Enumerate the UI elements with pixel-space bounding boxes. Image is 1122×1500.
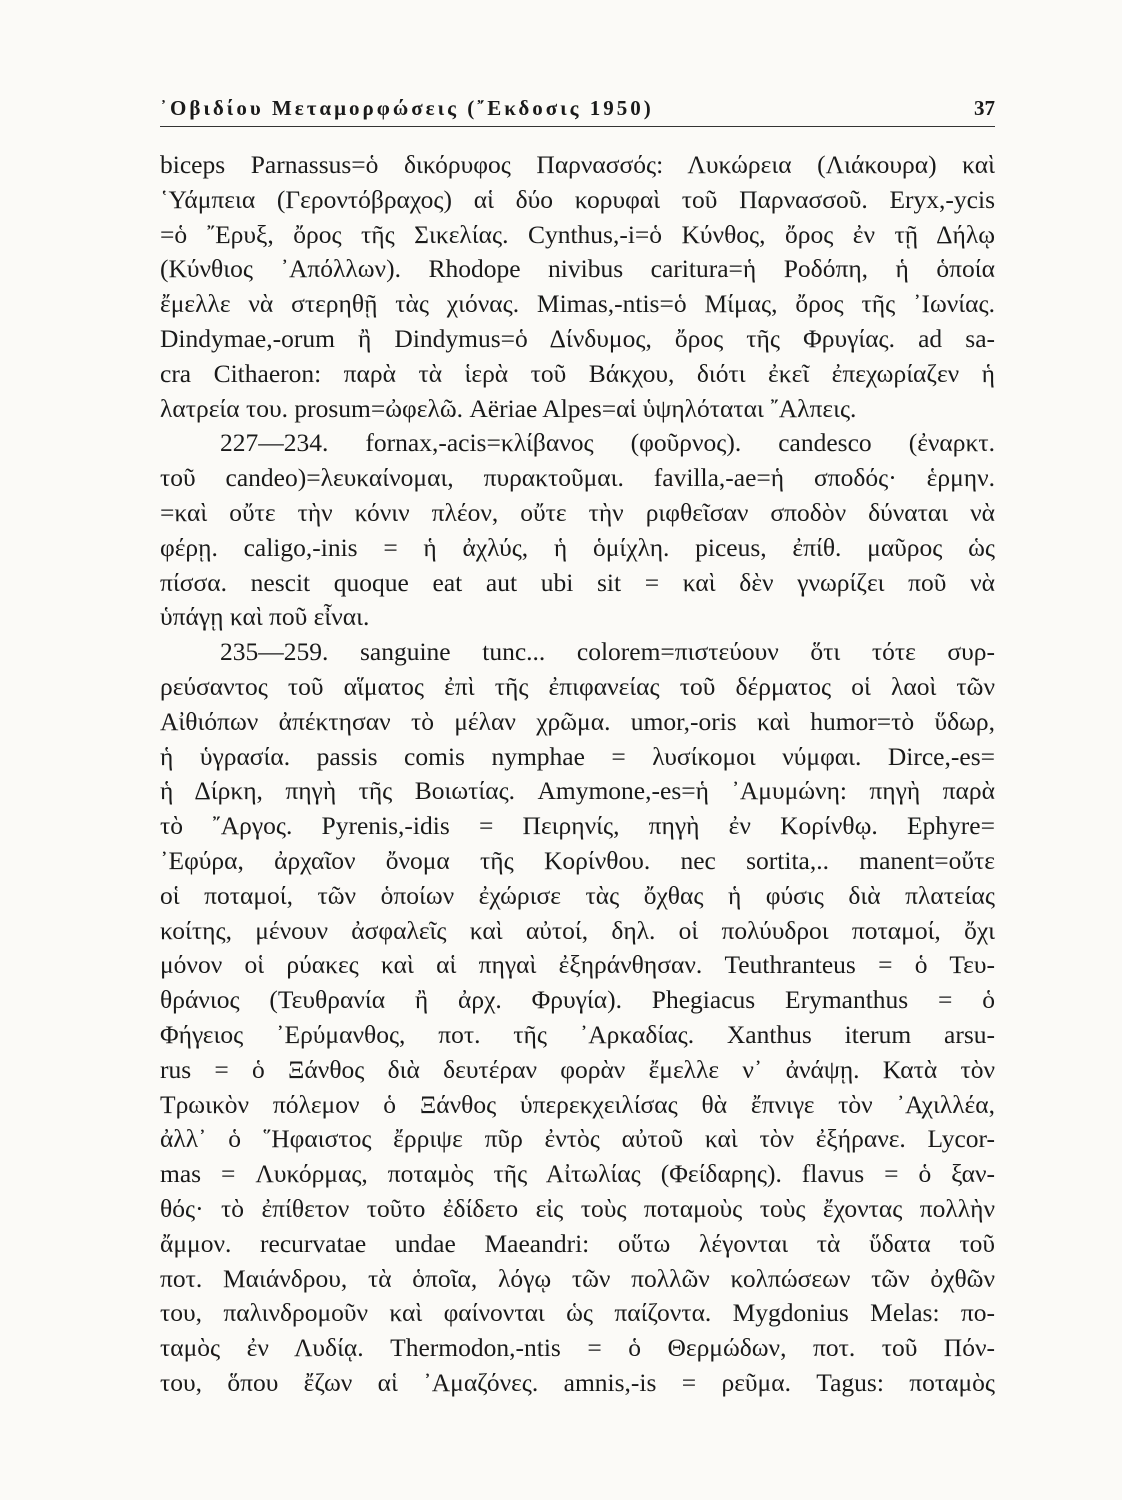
text-line: ποτ. Μαιάνδρου, τὰ ὁποῖα, λόγῳ τῶν πολλῶν κολπώσεων τῶν ὀχθῶν [160, 1263, 995, 1293]
text-line: οἱ ποταμοί, τῶν ὁποίων ἐχώρισε τὰς ὄχθας ἡ φύσις διὰ πλατείας [160, 880, 995, 910]
running-title: ᾿Οβιδίου Μεταμορφώσεις (῎Εκδοσις 1950) [160, 96, 654, 120]
text-line: (Κύνθιος ᾿Απόλλων). Rhodope nivibus caritura=ἡ Ροδόπη, ἡ ὁποία [160, 254, 995, 284]
text-line: =ὁ ῎Ερυξ, ὄρος τῆς Σικελίας. Cynthus,-i=ὁ Κύνθος, ὄρος ἐν τῇ Δήλῳ [160, 219, 995, 249]
text-line: θράνιος (Τευθρανία ἢ ἀρχ. Φρυγία). Phegiacus Erymanthus = ὁ [160, 985, 995, 1015]
text-line: Dindymae,-orum ἢ Dindymus=ὁ Δίνδυμος, ὄρος τῆς Φρυγίας. ad sa- [160, 323, 995, 353]
text-line: Τρωικὸν πόλεμον ὁ Ξάνθος ὑπερεκχειλίσας θὰ ἔπνιγε τὸν ᾿Αχιλλέα, [160, 1089, 995, 1119]
text-line: ᾿Εφύρα, ἀρχαῖον ὄνομα τῆς Κορίνθου. nec sortita,.. manent=οὔτε [160, 845, 995, 875]
text-line: rus = ὁ Ξάνθος διὰ δευτέραν φορὰν ἔμελλε ν᾿ ἀνάψῃ. Κατὰ τὸν [160, 1054, 995, 1084]
text-line: Αἰθιόπων ἀπέκτησαν τὸ μέλαν χρῶμα. umor,-oris καὶ humor=τὸ ὕδωρ, [160, 706, 995, 736]
text-line: ταμὸς ἐν Λυδίᾳ. Thermodon,-ntis = ὁ Θερμώδων, ποτ. τοῦ Πόν- [160, 1333, 995, 1363]
text-line: θός· τὸ ἐπίθετον τοῦτο ἐδίδετο εἰς τοὺς ποταμοὺς τοὺς ἔχοντας πολλὴν [160, 1193, 995, 1223]
text-line: ἡ ὑγρασία. passis comis nymphae = λυσίκομοι νύμφαι. Dirce,-es= [160, 741, 995, 771]
text-line: πίσσα. nescit quoque eat aut ubi sit = καὶ δὲν γνωρίζει ποῦ νὰ [160, 567, 995, 597]
text-line: ἡ Δίρκη, πηγὴ τῆς Βοιωτίας. Amymone,-es=ἡ ᾿Αμυμώνη: πηγὴ παρὰ [160, 776, 995, 806]
text-line: ἄμμον. recurvatae undae Maeandri: οὕτω λέγονται τὰ ὕδατα τοῦ [160, 1228, 995, 1258]
text-line: φέρῃ. caligo,-inis = ἡ ἀχλύς, ἡ ὁμίχλη. piceus, ἐπίθ. μαῦρος ὡς [160, 532, 995, 562]
text-line: λατρεία του. prosum=ὠφελῶ. Aëriae Alpes=αἱ ὑψηλόταται ῎Αλπεις. [160, 393, 857, 423]
text-line: biceps Parnassus=ὁ δικόρυφος Παρνασσός: Λυκώρεια (Λιάκουρα) καὶ [160, 150, 995, 179]
text-line: τὸ ῎Αργος. Pyrenis,-idis = Πειρηνίς, πηγὴ ἐν Κορίνθῳ. Ephyre= [160, 811, 995, 841]
text-line: 227—234. fornax,-acis=κλίβανος (φοῦρνος). candesco (ἐναρκτ. [220, 428, 995, 458]
text-line: του, παλινδρομοῦν καὶ φαίνονται ὡς παίζοντα. Mygdonius Melas: πο- [160, 1298, 995, 1328]
text-line: κοίτης, μένουν ἀσφαλεῖς καὶ αὐτοί, δηλ. οἱ πολύυδροι ποταμοί, ὄχι [160, 915, 995, 945]
text-line: ὑπάγῃ καὶ ποῦ εἶναι. [160, 602, 370, 632]
text-line: ἔμελλε νὰ στερηθῇ τὰς χιόνας. Mimas,-ntis=ὁ Μίμας, ὄρος τῆς ᾿Ιωνίας. [160, 289, 995, 319]
text-line: cra Cithaeron: παρὰ τὰ ἱερὰ τοῦ Βάκχου, διότι ἐκεῖ ἐπεχωρίαζεν ἡ [160, 358, 995, 388]
text-line: μόνον οἱ ρύακες καὶ αἱ πηγαὶ ἐξηράνθησαν. Teuthranteus = ὁ Τευ- [160, 950, 995, 980]
text-line: ἀλλ᾿ ὁ ῞Ηφαιστος ἔρριψε πῦρ ἐντὸς αὐτοῦ καὶ τὸν ἐξήρανε. Lycor- [160, 1124, 995, 1154]
page-number: 37 [974, 96, 995, 120]
text-line: =καὶ οὔτε τὴν κόνιν πλέον, οὔτε τὴν ριφθεῖσαν σποδὸν δύναται νὰ [160, 497, 995, 527]
page-header [160, 92, 995, 127]
text-line: τοῦ candeo)=λευκαίνομαι, πυρακτοῦμαι. favilla,-ae=ἡ σποδός· ἑρμην. [160, 463, 995, 493]
text-line: 235—259. sanguine tunc... colorem=πιστεύουν ὅτι τότε συρ- [220, 637, 995, 667]
body-text [160, 148, 995, 1401]
text-line: του, ὅπου ἔζων αἱ ᾿Αμαζόνες. amnis,-is = ρεῦμα. Tagus: ποταμὸς [160, 1367, 995, 1397]
text-line: ῾Υάμπεια (Γεροντόβραχος) αἱ δύο κορυφαὶ τοῦ Παρνασσοῦ. Eryx,-ycis [160, 184, 995, 214]
text-line: Φήγειος ᾿Ερύμανθος, ποτ. τῆς ᾿Αρκαδίας. Xanthus iterum arsu- [160, 1019, 995, 1049]
text-line: ρεύσαντος τοῦ αἵματος ἐπὶ τῆς ἐπιφανείας τοῦ δέρματος οἱ λαοὶ τῶν [160, 671, 995, 701]
text-line: mas = Λυκόρμας, ποταμὸς τῆς Αἰτωλίας (Φείδαρης). flavus = ὁ ξαν- [160, 1159, 995, 1189]
